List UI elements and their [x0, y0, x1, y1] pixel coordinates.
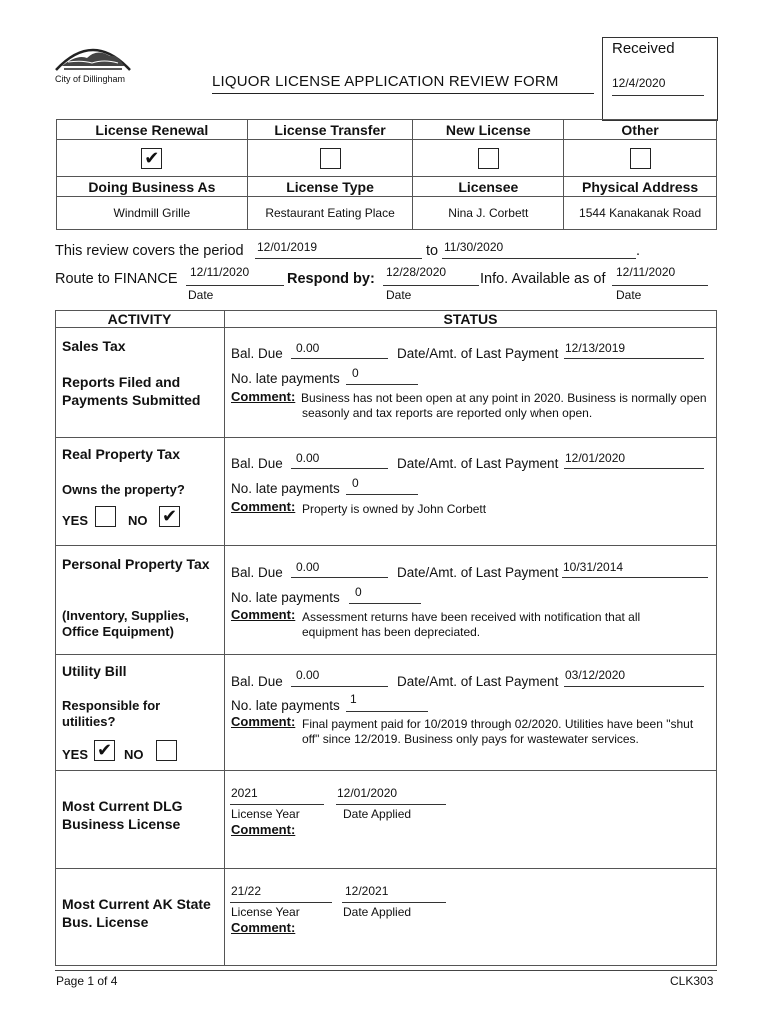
physical-address-value[interactable]: 1544 Kanakanak Road [564, 197, 717, 230]
utility-no-label: NO [124, 747, 144, 762]
route-label: Route to FINANCE [55, 271, 178, 287]
real-late-line [346, 494, 418, 495]
bal-due-label: Bal. Due [231, 346, 283, 361]
sales-tax-bal[interactable]: 0.00 [296, 341, 320, 355]
received-date[interactable]: 12/4/2020 [612, 76, 666, 90]
late-payments-label: No. late payments [231, 371, 340, 386]
utility-bal[interactable]: 0.00 [296, 668, 320, 682]
sales-tax-last-payment[interactable]: 12/13/2019 [565, 341, 626, 355]
utility-comment[interactable]: Final payment paid for 10/2019 through 02/2020. Utilities have been "shut off" since 12/2019. Business only pays for wastewater services. [302, 717, 694, 746]
utility-late-line [346, 711, 428, 712]
form-title: LIQUOR LICENSE APPLICATION REVIEW FORM [212, 73, 559, 90]
period-to[interactable]: 11/30/2020 [444, 240, 504, 254]
cell-renewal-checkbox [57, 140, 248, 177]
late-payments-label: No. late payments [231, 698, 340, 713]
info-date-line [612, 285, 708, 286]
city-logo [52, 36, 134, 72]
respond-date-line [383, 285, 479, 286]
real-yes-label: YES [62, 513, 89, 528]
comment-label: Comment: [231, 607, 296, 622]
status-header: STATUS [443, 311, 498, 327]
personal-bal-line [291, 577, 388, 578]
header-license-type: License Type [247, 177, 413, 197]
comment-label: Comment: [231, 920, 296, 935]
dlg-license-year[interactable]: 2021 [231, 786, 258, 800]
route-date-line [186, 285, 284, 286]
license-type-value[interactable]: Restaurant Eating Place [247, 197, 413, 230]
real-property-title: Real Property Tax [62, 446, 181, 462]
period-from-line [255, 258, 422, 259]
cell-other-checkbox [564, 140, 717, 177]
other-checkbox[interactable] [630, 148, 651, 169]
period-to-label: to [426, 243, 439, 259]
sales-tax-title: Sales Tax [62, 338, 126, 354]
last-payment-label: Date/Amt. of Last Payment [397, 456, 559, 471]
received-label: Received [612, 40, 675, 57]
dlg-license-date[interactable]: 12/01/2020 [337, 786, 398, 800]
route-date[interactable]: 12/11/2020 [190, 265, 250, 279]
utility-bal-line [291, 686, 388, 687]
last-payment-label: Date/Amt. of Last Payment [397, 674, 559, 689]
info-date-caption: Date [616, 288, 642, 302]
real-yes-checkbox[interactable] [95, 506, 116, 527]
utility-late[interactable]: 1 [350, 692, 357, 706]
header-license-transfer: License Transfer [247, 120, 413, 140]
ak-year-line [230, 902, 332, 903]
sales-last-line [564, 358, 704, 359]
real-property-last-payment[interactable]: 12/01/2020 [565, 451, 626, 465]
ak-date-caption: Date Applied [343, 905, 412, 919]
row-divider-2 [55, 545, 717, 546]
cell-new-checkbox [413, 140, 564, 177]
dlg-date-caption: Date Applied [343, 807, 412, 821]
utility-title: Utility Bill [62, 663, 127, 679]
dlg-year-caption: License Year [231, 807, 300, 821]
dlg-year-line [230, 804, 324, 805]
license-transfer-checkbox[interactable] [320, 148, 341, 169]
period-from[interactable]: 12/01/2019 [257, 240, 318, 254]
personal-late-line [349, 603, 421, 604]
header-new-license: New License [413, 120, 564, 140]
real-property-bal[interactable]: 0.00 [296, 451, 320, 465]
header-other: Other [564, 120, 717, 140]
dba-value[interactable]: Windmill Grille [57, 197, 248, 230]
comment-label: Comment: [231, 499, 296, 514]
real-property-comment[interactable]: Property is owned by John Corbett [302, 502, 487, 516]
row-divider-1 [55, 437, 717, 438]
personal-property-sub: (Inventory, Supplies, Office Equipment) [62, 608, 189, 639]
header-dba: Doing Business As [57, 177, 248, 197]
ak-license-date[interactable]: 12/2021 [345, 884, 389, 898]
ak-year-caption: License Year [231, 905, 300, 919]
sales-tax-sub: Reports Filed and Payments Submitted [62, 374, 201, 408]
bal-due-label: Bal. Due [231, 674, 283, 689]
personal-last-line [562, 577, 708, 578]
respond-label: Respond by: [287, 271, 375, 287]
period-label: This review covers the period [55, 243, 244, 259]
personal-property-late[interactable]: 0 [355, 585, 362, 599]
form-code: CLK303 [670, 974, 714, 988]
header-license-renewal: License Renewal [57, 120, 248, 140]
license-renewal-checkbox[interactable]: ✔ [141, 148, 162, 169]
license-info-table [56, 119, 717, 230]
activity-header: ACTIVITY [107, 311, 172, 327]
dlg-date-line [336, 804, 446, 805]
page-number: Page 1 of 4 [56, 974, 118, 988]
real-no-checkbox[interactable]: ✔ [159, 506, 180, 527]
title-underline [212, 93, 594, 94]
last-payment-label: Date/Amt. of Last Payment [397, 346, 559, 361]
personal-property-bal[interactable]: 0.00 [296, 560, 320, 574]
utility-yes-label: YES [62, 747, 89, 762]
new-license-checkbox[interactable] [478, 148, 499, 169]
utility-last-line [564, 686, 704, 687]
respond-date[interactable]: 12/28/2020 [386, 265, 447, 279]
info-available-label: Info. Available as of [480, 271, 606, 287]
dlg-license-title: Most Current DLG Business License [62, 798, 183, 832]
licensee-value[interactable]: Nina J. Corbett [413, 197, 564, 230]
real-last-line [564, 468, 704, 469]
comment-label: Comment: [231, 714, 296, 729]
utility-yes-checkbox[interactable]: ✔ [94, 740, 115, 761]
row-divider-5 [55, 868, 717, 869]
comment-label: Comment: [231, 389, 296, 404]
sales-tax-comment[interactable]: Business has not been open at any point in 2020. Business is normally open seasonly and tax reports are reported only when open. [301, 391, 707, 420]
last-payment-label: Date/Amt. of Last Payment [397, 565, 559, 580]
row-divider-3 [55, 654, 717, 655]
respond-date-caption: Date [386, 288, 412, 302]
city-name: City of Dillingham [55, 74, 126, 84]
personal-property-title: Personal Property Tax [62, 556, 210, 572]
ak-license-year[interactable]: 21/22 [231, 884, 262, 898]
ak-date-line [342, 902, 446, 903]
footer-rule [55, 970, 717, 971]
sales-bal-line [291, 358, 388, 359]
late-payments-label: No. late payments [231, 481, 340, 496]
cell-transfer-checkbox [247, 140, 413, 177]
sales-late-line [346, 384, 418, 385]
utility-sub: Responsible for utilities? [62, 698, 161, 729]
header-physical-address: Physical Address [564, 177, 717, 197]
utility-no-checkbox[interactable] [156, 740, 177, 761]
period-to-line [442, 258, 636, 259]
late-payments-label: No. late payments [231, 590, 340, 605]
header-divider [55, 327, 717, 328]
header-licensee: Licensee [413, 177, 564, 197]
personal-property-comment[interactable]: Assessment returns have been received with notification that all equipment has been depreciated. [302, 610, 641, 639]
info-available-date[interactable]: 12/11/2020 [616, 265, 676, 279]
bal-due-label: Bal. Due [231, 456, 283, 471]
real-property-late[interactable]: 0 [352, 476, 359, 490]
utility-last-payment[interactable]: 03/12/2020 [565, 668, 626, 682]
row-divider-4 [55, 770, 717, 771]
personal-property-last-payment[interactable]: 10/31/2014 [563, 560, 624, 574]
real-bal-line [291, 468, 388, 469]
route-date-caption: Date [188, 288, 214, 302]
period-end: . [636, 243, 641, 259]
received-date-line [612, 95, 704, 96]
real-no-label: NO [128, 513, 148, 528]
sales-tax-late[interactable]: 0 [352, 366, 359, 380]
comment-label: Comment: [231, 822, 296, 837]
bal-due-label: Bal. Due [231, 565, 283, 580]
ak-license-title: Most Current AK State Bus. License [62, 896, 211, 930]
real-property-sub: Owns the property? [62, 482, 185, 497]
